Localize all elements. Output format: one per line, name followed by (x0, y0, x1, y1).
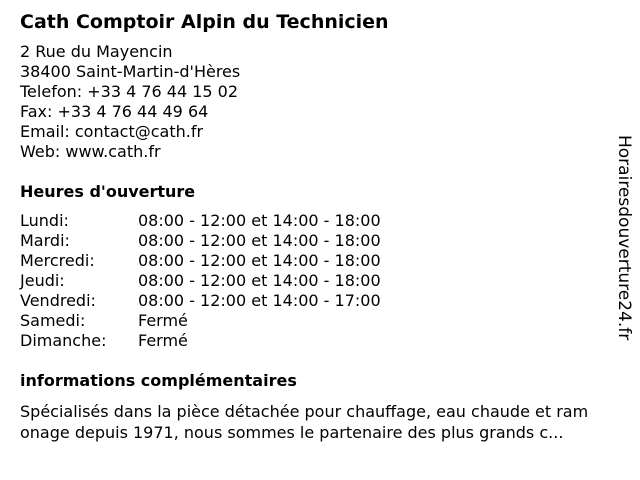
time-value: Fermé (138, 331, 188, 350)
time-value: 08:00 - 12:00 et 14:00 - 17:00 (138, 291, 381, 310)
hours-row-tuesday (20, 231, 625, 251)
day-label: Vendredi: (20, 291, 96, 310)
address-street: 2 Rue du Mayencin (20, 42, 173, 61)
time-value: 08:00 - 12:00 et 14:00 - 18:00 (138, 211, 381, 230)
hours-row-friday (20, 291, 625, 311)
opening-hours-heading: Heures d'ouverture (20, 182, 196, 201)
hours-row-wednesday (20, 251, 625, 271)
hours-row-sunday (20, 331, 625, 351)
hours-row-saturday (20, 311, 625, 331)
time-value: 08:00 - 12:00 et 14:00 - 18:00 (138, 251, 381, 270)
time-value: 08:00 - 12:00 et 14:00 - 18:00 (138, 231, 381, 250)
hours-row-thursday (20, 271, 625, 291)
fax-number: Fax: +33 4 76 44 49 64 (20, 102, 209, 121)
day-label: Jeudi: (20, 271, 65, 290)
hours-row-monday (20, 211, 625, 231)
contact-block (20, 42, 625, 162)
info-line: Spécialisés dans la pièce détachée pour chauffage, eau chaude et ram (20, 402, 589, 421)
time-value: 08:00 - 12:00 et 14:00 - 18:00 (138, 271, 381, 290)
day-label: Samedi: (20, 311, 86, 330)
email-address: Email: contact@cath.fr (20, 122, 204, 141)
day-label: Dimanche: (20, 331, 107, 350)
time-value: Fermé (138, 311, 188, 330)
day-label: Mercredi: (20, 251, 95, 270)
info-line: onage depuis 1971, nous sommes le partenaire des plus grands c... (20, 423, 564, 442)
additional-info-heading: informations complémentaires (20, 371, 297, 390)
phone-number: Telefon: +33 4 76 44 15 02 (20, 82, 239, 101)
business-name: Cath Comptoir Alpin du Technicien (20, 11, 389, 33)
business-card (20, 8, 625, 443)
day-label: Mardi: (20, 231, 70, 250)
additional-info-text (20, 401, 625, 443)
site-watermark: Horairesdouverture24.fr (614, 135, 634, 341)
day-label: Lundi: (20, 211, 69, 230)
website: Web: www.cath.fr (20, 142, 161, 161)
opening-hours-table (20, 211, 625, 351)
address-city: 38400 Saint-Martin-d'Hères (20, 62, 241, 81)
